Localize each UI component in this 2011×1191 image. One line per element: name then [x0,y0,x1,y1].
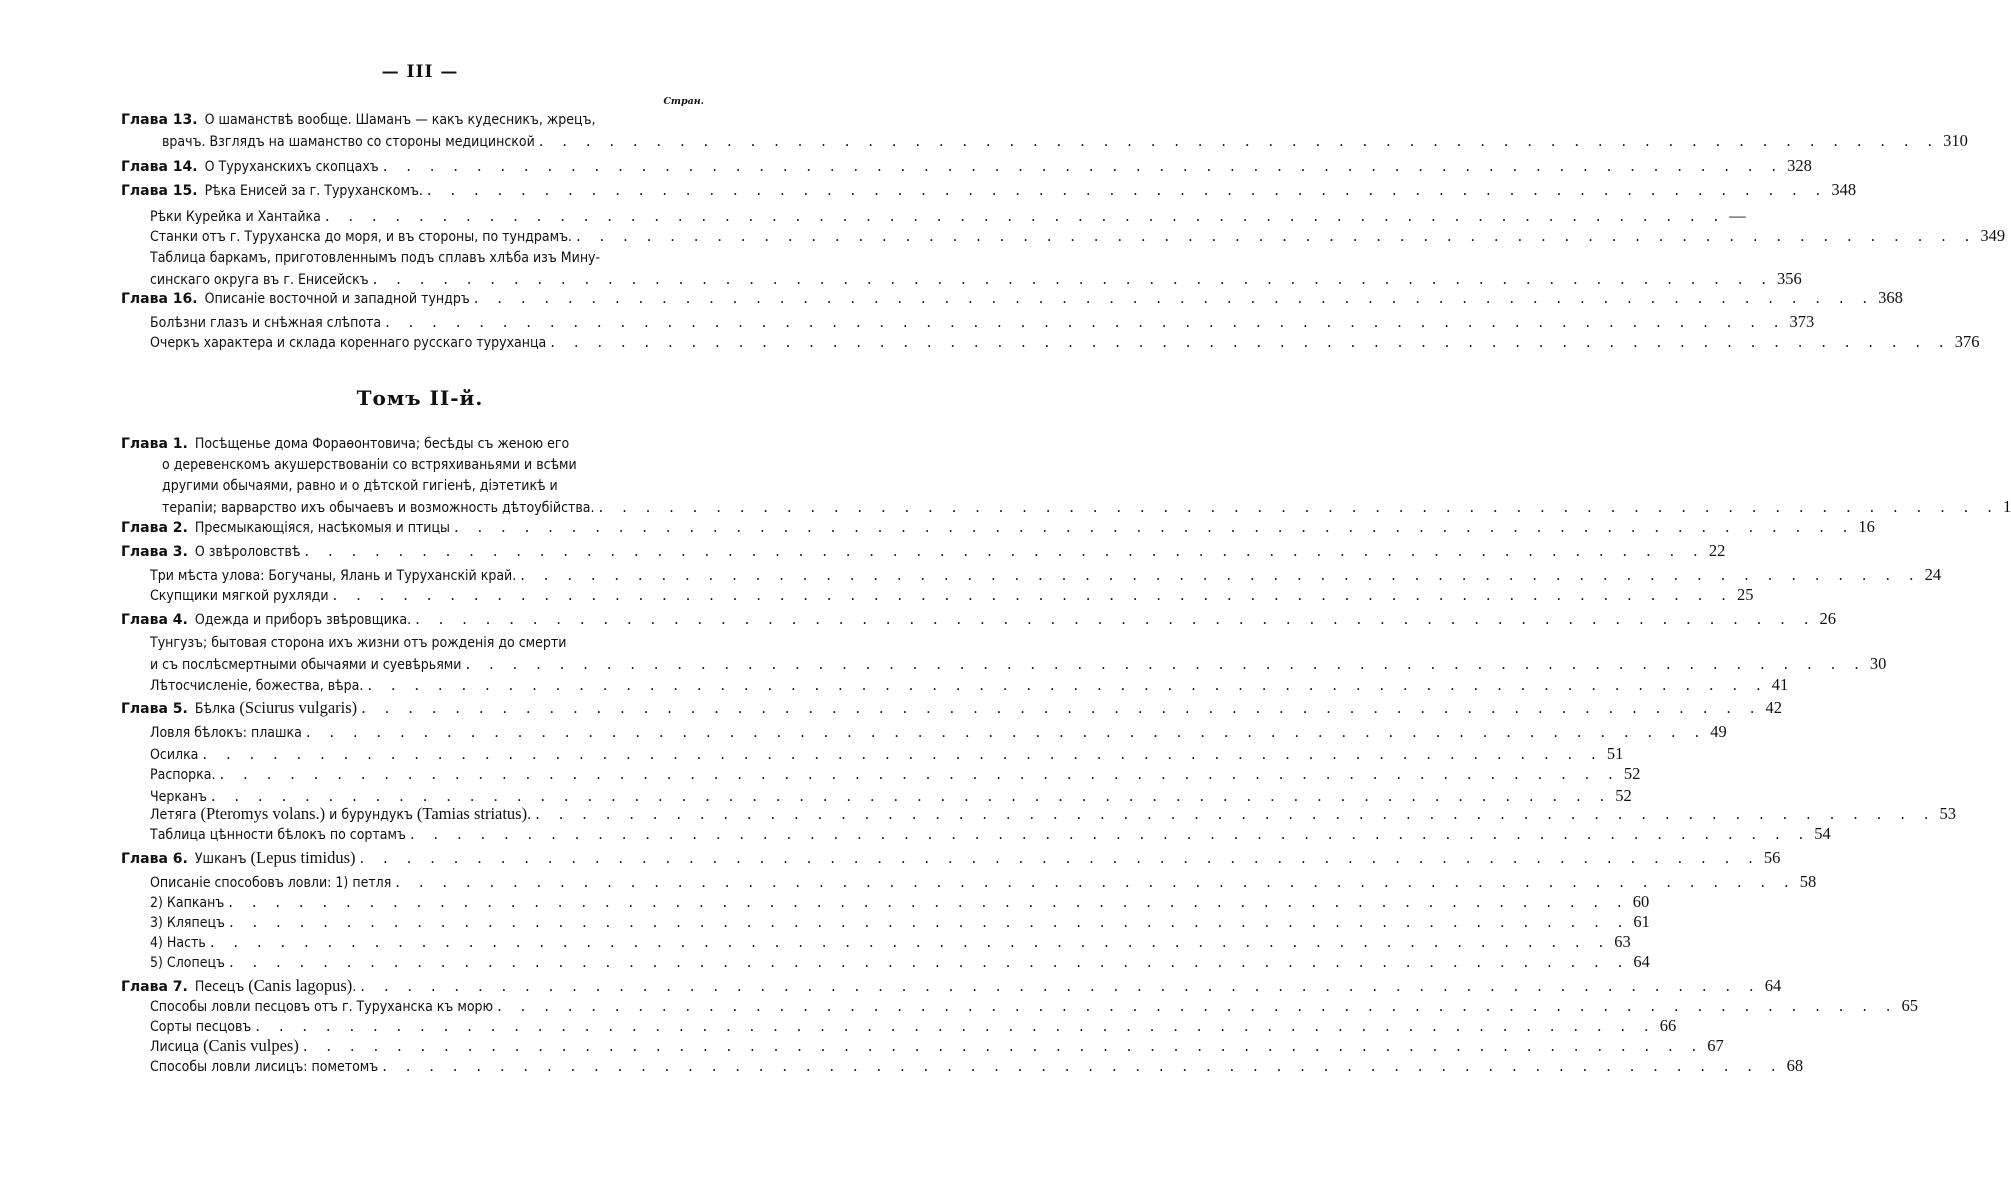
toc-page-number: 52 [1623,764,1641,783]
toc-entry-title: Лисица (Canis vulpes) [150,1036,299,1055]
toc-entry-title: Болѣзни глазъ и снѣжная слѣпота [150,315,382,331]
dot-leader: . . . . . . . . . . . . . . . . . . . . . . . . . . . . . . . . . . . . . . . . . . . . . . . . . . . . . . . . . . . . [535,805,1936,823]
toc-page-number: 348 [1831,180,1857,199]
dot-leader: . . . . . . . . . . . . . . . . . . . . . . . . . . . . . . . . . . . . . . . . . . . . . . . . . . . . . . . . . . . . [385,313,1786,331]
toc-page-number: 1 [2002,497,2011,516]
toc-entry-title: О шаманствѣ вообще. Шаманъ — какъ кудесникъ, жрецъ, [204,112,596,128]
toc-entry-title: и съ послѣсмертными обычаями и суевѣрьями [150,657,462,673]
toc-entry-line-last [150,764,1641,785]
toc-entry-line [121,110,704,130]
dot-leader: . . . . . . . . . . . . . . . . . . . . . . . . . . . . . . . . . . . . . . . . . . . . . . . . . . . . . . . . . . . . [372,270,1774,288]
toc-entry-line [162,455,704,475]
toc-page-number: 52 [1615,786,1632,805]
toc-entry-line-last [121,288,1903,309]
dot-leader: . . . . . . . . . . . . . . . . . . . . . . . . . . . . . . . . . . . . . . . . . . . . . . . . . . . . . . . . . . . . [367,676,1768,694]
dot-leader: . . . . . . . . . . . . . . . . . . . . . . . . . . . . . . . . . . . . . . . . . . . . . . . . . . . . . . . . . . . . [332,586,1733,604]
toc-entry-line-last [150,1036,1724,1057]
toc-entry-title: о деревенскомъ акушерствованіи со встряхиваньями и всѣми [162,457,577,473]
toc-entry-title: Описаніе восточной и западной тундръ [204,291,470,307]
dot-leader: . . . . . . . . . . . . . . . . . . . . . . . . . . . . . . . . . . . . . . . . . . . . . . . . . . . . . . . . . . . . [497,997,1898,1015]
toc-page-number: 65 [1901,996,1919,1015]
toc-entry-line-last [150,824,1831,845]
chapter-label: Глава 7. [121,979,188,995]
toc-page-number: 64 [1633,952,1650,971]
toc-page-number: 49 [1710,722,1727,741]
toc-entry-title: Ловля бѣлокъ: плашка [150,725,302,741]
toc-entry-title: врачъ. Взглядъ на шаманство со стороны медицинской [162,134,535,150]
chapter-label: Глава 4. [121,612,188,628]
dot-leader: . . . . . . . . . . . . . . . . . . . . . . . . . . . . . . . . . . . . . . . . . . . . . . . . . . . . . . . . . . . . [361,699,1762,717]
toc-entry-title: Способы ловли песцовъ отъ г. Туруханска къ морю [150,999,494,1015]
toc-entry-line-last [150,585,1754,606]
dot-leader: . . . . . . . . . . . . . . . . . . . . . . . . . . . . . . . . . . . . . . . . . . . . . . . . . . . . . . . . . . . . [324,207,1726,225]
toc-page-number: 42 [1765,698,1783,717]
toc-entry-title: О звѣроловствѣ [194,544,301,560]
toc-page-number: 56 [1763,848,1781,867]
chapter-label: Глава 15. [121,183,198,199]
toc-page-number: 368 [1878,288,1903,307]
toc-page-number: 41 [1771,675,1789,694]
toc-entry-title: Распорка. [150,767,216,783]
toc-entry-line-last [150,952,1650,973]
chapter-label: Глава 2. [121,520,188,536]
toc-entry-line-last [121,180,1857,201]
toc-entry-line [162,476,704,496]
toc-entry-line-last [150,722,1727,743]
toc-entry-line-last [150,206,1746,227]
toc-entry-line-last [150,804,1957,825]
dot-leader: . . . . . . . . . . . . . . . . . . . . . . . . . . . . . . . . . . . . . . . . . . . . . . . . . . . . . . . . . . . . [453,518,1855,536]
dot-leader: . . . . . . . . . . . . . . . . . . . . . . . . . . . . . . . . . . . . . . . . . . . . . . . . . . . . . . . . . . . . [550,333,1951,351]
dot-leader: . . . . . . . . . . . . . . . . . . . . . . . . . . . . . . . . . . . . . . . . . . . . . . . . . . . . . . . . . . . . [576,227,1977,245]
toc-entry-line-last [121,609,1836,630]
toc-entry-title: Пресмыкающіяся, насѣкомыя и птицы [194,520,450,536]
toc-entry-line-last [150,996,1919,1017]
dot-leader: . . . . . . . . . . . . . . . . . . . . . . . . . . . . . . . . . . . . . . . . . . . . . . . . . . . . . . . . . . . . [359,849,1760,867]
dot-leader: . . . . . . . . . . . . . . . . . . . . . . . . . . . . . . . . . . . . . . . . . . . . . . . . . . . . . . . . . . . . [209,933,1611,951]
dot-leader: . . . . . . . . . . . . . . . . . . . . . . . . . . . . . . . . . . . . . . . . . . . . . . . . . . . . . . . . . . . . [210,787,1612,805]
toc-page-number: 26 [1819,609,1836,628]
dot-leader: . . . . . . . . . . . . . . . . . . . . . . . . . . . . . . . . . . . . . . . . . . . . . . . . . . . . . . . . . . . . [598,498,1999,516]
dot-leader: . . . . . . . . . . . . . . . . . . . . . . . . . . . . . . . . . . . . . . . . . . . . . . . . . . . . . . . . . . . . [304,542,1705,560]
toc-page-number: 16 [1858,517,1875,536]
dot-leader: . . . . . . . . . . . . . . . . . . . . . . . . . . . . . . . . . . . . . . . . . . . . . . . . . . . . . . . . . . . . [520,566,1921,584]
toc-entry-line-last [121,848,1781,869]
chapter-label: Глава 5. [121,701,188,717]
toc-entry-title: О Туруханскихъ скопцахъ [204,159,379,175]
dot-leader: . . . . . . . . . . . . . . . . . . . . . . . . . . . . . . . . . . . . . . . . . . . . . . . . . . . . . . . . . . . . [382,1057,1783,1075]
dot-leader: . . . . . . . . . . . . . . . . . . . . . . . . . . . . . . . . . . . . . . . . . . . . . . . . . . . . . . . . . . . . [360,977,1761,995]
dot-leader: . . . . . . . . . . . . . . . . . . . . . . . . . . . . . . . . . . . . . . . . . . . . . . . . . . . . . . . . . . . . [228,953,1630,971]
dot-leader: . . . . . . . . . . . . . . . . . . . . . . . . . . . . . . . . . . . . . . . . . . . . . . . . . . . . . . . . . . . . [228,913,1630,931]
toc-page-number: 53 [1939,804,1957,823]
toc-entry-title: Летяга (Pteromys volans.) и бурундукъ (Tamias striatus). [150,804,532,823]
volume-title: Томъ II-й. [356,386,484,410]
toc-entry-line-last [162,497,2011,518]
toc-page-number: 60 [1632,892,1650,911]
toc-page-number: 373 [1789,312,1815,331]
dot-leader: . . . . . . . . . . . . . . . . . . . . . . . . . . . . . . . . . . . . . . . . . . . . . . . . . . . . . . . . . . . . [302,1037,1704,1055]
chapter-label: Глава 16. [121,291,198,307]
dot-leader: . . . . . . . . . . . . . . . . . . . . . . . . . . . . . . . . . . . . . . . . . . . . . . . . . . . . . . . . . . . . [409,825,1811,843]
toc-page-number: 61 [1633,912,1650,931]
toc-entry-line-last [150,912,1650,933]
dot-leader: . . . . . . . . . . . . . . . . . . . . . . . . . . . . . . . . . . . . . . . . . . . . . . . . . . . . . . . . . . . . [473,289,1875,307]
dot-leader: . . . . . . . . . . . . . . . . . . . . . . . . . . . . . . . . . . . . . . . . . . . . . . . . . . . . . . . . . . . . [382,157,1784,175]
dot-leader: . . . . . . . . . . . . . . . . . . . . . . . . . . . . . . . . . . . . . . . . . . . . . . . . . . . . . . . . . . . . [305,723,1707,741]
toc-entry-line [150,633,704,653]
chapter-label: Глава 1. [121,436,188,452]
dot-leader: . . . . . . . . . . . . . . . . . . . . . . . . . . . . . . . . . . . . . . . . . . . . . . . . . . . . . . . . . . . . [255,1017,1656,1035]
toc-entry-line-last [150,744,1624,765]
dot-leader: . . . . . . . . . . . . . . . . . . . . . . . . . . . . . . . . . . . . . . . . . . . . . . . . . . . . . . . . . . . . [202,745,1603,763]
toc-entry-line-last [150,269,1802,290]
toc-page-number: 58 [1799,872,1817,891]
toc-page-number: 30 [1869,654,1887,673]
toc-entry-title: терапіи; варварство ихъ обычаевъ и возможность дѣтоубійства. [162,500,595,516]
chapter-label: Глава 14. [121,159,198,175]
chapter-label: Глава 13. [121,112,198,128]
toc-page-number: 356 [1777,269,1802,288]
toc-entry-line-last [150,675,1789,696]
toc-entry-title: Песецъ (Canis lagopus). [194,976,357,995]
toc-entry-line-last [150,1056,1804,1077]
toc-page-number: 328 [1787,156,1812,175]
toc-entry-line-last [121,976,1782,997]
toc-entry-title: Сорты песцовъ [150,1019,252,1035]
toc-entry-title: Осилка [150,747,199,763]
toc-entry-title: Ушканъ (Lepus timidus) [194,848,356,867]
toc-entry-line-last [150,565,1942,586]
toc-entry-title: Рѣки Курейка и Хантайка [150,209,321,225]
toc-entry-title: синскаго округа въ г. Енисейскъ [150,272,369,288]
toc-entry-line [150,248,704,268]
toc-page-number: 24 [1924,565,1942,584]
dot-leader: . . . . . . . . . . . . . . . . . . . . . . . . . . . . . . . . . . . . . . . . . . . . . . . . . . . . . . . . . . . . [426,181,1828,199]
toc-entry-title: 3) Кляпецъ [150,915,225,931]
toc-page-number: 51 [1606,744,1624,763]
dot-leader: . . . . . . . . . . . . . . . . . . . . . . . . . . . . . . . . . . . . . . . . . . . . . . . . . . . . . . . . . . . . [465,655,1866,673]
toc-page-number: 68 [1786,1056,1804,1075]
toc-entry-line-last [150,312,1815,333]
toc-page-number: 349 [1980,226,2006,245]
dot-leader: . . . . . . . . . . . . . . . . . . . . . . . . . . . . . . . . . . . . . . . . . . . . . . . . . . . . . . . . . . . . [538,132,1940,150]
toc-page-number: 22 [1708,541,1726,560]
toc-entry-line-last [121,541,1726,562]
toc-page-number: 25 [1736,585,1754,604]
toc-entry-title: Станки отъ г. Туруханска до моря, и въ стороны, по тундрамъ. [150,229,573,245]
toc-entry-title: Одежда и приборъ звѣровщика. [194,612,412,628]
toc-entry-title: Посѣщенье дома Фораѳонтовича; бесѣды съ женою его [194,436,570,452]
toc-entry-title: Рѣка Енисей за г. Туруханскомъ. [204,183,423,199]
dot-leader: . . . . . . . . . . . . . . . . . . . . . . . . . . . . . . . . . . . . . . . . . . . . . . . . . . . . . . . . . . . . [228,893,1629,911]
toc-entry-title: другими обычаями, равно и о дѣтской гигіенѣ, діэтетикѣ и [162,478,558,494]
chapter-label: Глава 6. [121,851,188,867]
toc-entry-line-last [150,654,1887,675]
toc-entry-line-last [150,226,2006,247]
toc-entry-line-last [162,131,1968,152]
toc-entry-title: Очеркъ характера и склада кореннаго русскаго туруханца [150,335,547,351]
toc-entry-title: Черканъ [150,789,207,805]
toc-page-number: 66 [1659,1016,1677,1035]
toc-entry-line-last [121,156,1812,177]
toc-entry-line [121,434,704,454]
toc-entry-title: 5) Слопецъ [150,955,225,971]
toc-page-number: 64 [1764,976,1782,995]
chapter-label: Глава 3. [121,544,188,560]
toc-entry-title: 4) Насть [150,935,206,951]
toc-entry-title: Способы ловли лисицъ: пометомъ [150,1059,379,1075]
toc-page-number: 310 [1943,131,1968,150]
toc-page-number: 376 [1954,332,1980,351]
toc-page-number: 63 [1614,932,1631,951]
toc-entry-title: Описаніе способовъ ловли: 1) петля [150,875,392,891]
dot-leader: . . . . . . . . . . . . . . . . . . . . . . . . . . . . . . . . . . . . . . . . . . . . . . . . . . . . . . . . . . . . [415,610,1816,628]
dot-leader: . . . . . . . . . . . . . . . . . . . . . . . . . . . . . . . . . . . . . . . . . . . . . . . . . . . . . . . . . . . . [395,873,1796,891]
toc-page-number: 54 [1814,824,1831,843]
toc-entry-title: Тунгузъ; бытовая сторона ихъ жизни отъ рожденія до смерти [150,635,567,651]
toc-page-number: 67 [1707,1036,1724,1055]
toc-page-number: — [1729,206,1746,225]
dot-leader: . . . . . . . . . . . . . . . . . . . . . . . . . . . . . . . . . . . . . . . . . . . . . . . . . . . . . . . . . . . . [219,765,1620,783]
toc-entry-line-last [150,332,1980,353]
page-folio: — III — [381,62,459,82]
toc-entry-title: Лѣтосчисленіе, божества, вѣра. [150,678,364,694]
toc-entry-line-last [121,517,1875,538]
toc-entry-line-last [150,932,1631,953]
toc-entry-title: Три мѣста улова: Богучаны, Ялань и Туруханскій край. [150,568,517,584]
toc-entry-title: Скупщики мягкой рухляди [150,588,329,604]
toc-entry-line-last [150,892,1650,913]
toc-entry-line-last [150,872,1817,893]
toc-entry-line-last [121,698,1783,719]
toc-entry-title: Таблица баркамъ, приготовленнымъ подъ сплавъ хлѣба изъ Мину- [150,250,601,266]
toc-entry-line-last [150,1016,1677,1037]
toc-entry-title: 2) Капканъ [150,895,225,911]
toc-entry-title: Таблица цѣнности бѣлокъ по сортамъ [150,827,406,843]
page-column-header: Стран. [663,96,704,107]
toc-entry-title: Бѣлка (Sciurus vulgaris) [194,698,358,717]
